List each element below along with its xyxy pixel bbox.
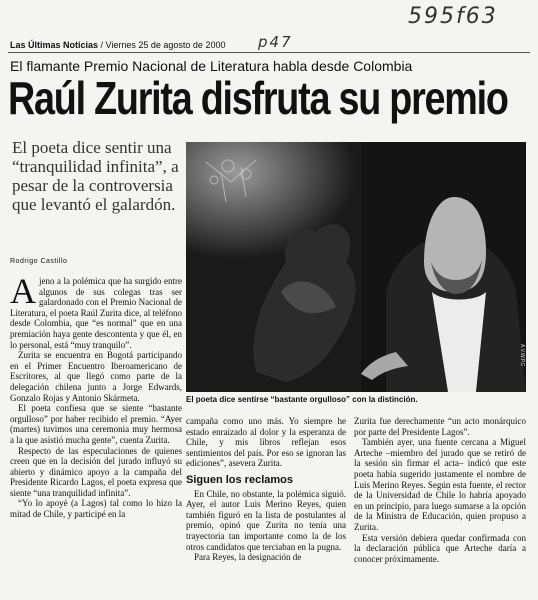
article-column-3 bbox=[354, 416, 526, 598]
paragraph: Respecto de las especulaciones de quienes creen que en la decisión del jurado influyó su abierto y dinámico apoyo a la campaña del Presidente Ricardo Lagos, el poeta expresa que siente “una tranquilidad infinita”. bbox=[10, 445, 182, 498]
paragraph: Para Reyes, la designación de bbox=[194, 552, 302, 563]
handwritten-page-number: p47 bbox=[258, 33, 293, 51]
paragraph: Zurita fue derechamente “un acto monárquico por parte del Presidente Lagos”. bbox=[354, 416, 526, 437]
masthead-rule bbox=[8, 52, 530, 53]
subheadline: El poeta dice sentir una “tranquilidad infinita”, a pesar de la controversia que levantó el galardón. bbox=[12, 138, 179, 214]
paragraph: campaña como uno más. Yo siempre he estado enraizado al dolor y la esperanza de Chile, y mis libros reflejan esos sentimientos del país. Por eso se ignoran las ediciones”, asevera Zurita. bbox=[186, 416, 346, 469]
paragraph-text: jeno a la polémica que ha surgido entre algunos de sus colegas tras ser galardonado con el Premio Nacional de Literatura, el poeta Raúl Zurita dice, al teléfono desde Colombia, que “es normal” que en una premiación haya gente descontenta y que él, en lo personal, está “muy tranquilo”. bbox=[10, 276, 182, 350]
paragraph: Zurita se encuentra en Bogotá participando en el Primer Encuentro Iberoamericano de Escritores, al que llegó como parte de la delegación chilena junto a Jorge Edwards, Gonzalo Rojas y Antonio Skármeta. bbox=[10, 350, 182, 403]
article-column-1 bbox=[10, 276, 182, 598]
portrait-photo bbox=[186, 142, 526, 392]
drop-cap: A bbox=[10, 276, 36, 311]
photo-caption: El poeta dice sentirse “bastante orgulloso” con la distinción. bbox=[186, 395, 418, 404]
paragraph: En Chile, no obstante, la polémica siguió. Ayer, el autor Luis Merino Reyes, quien también figuró en la lista de postulantes al premio, opinó que Zurita no tenía una trayectoria tan importante como la de los otros candidatos que terciaban en la pugna. bbox=[186, 488, 346, 552]
paragraph: Esta versión debiera quedar confirmada con la declaración pública que Arteche daría a conocer próximamente. bbox=[354, 532, 526, 564]
masthead bbox=[10, 40, 225, 50]
paragraph: “Yo lo apoyé (a Lagos) tal como lo hizo la mitad de Chile, y participé en la bbox=[10, 498, 182, 520]
publication-date: / Viernes 25 de agosto de 2000 bbox=[98, 40, 226, 50]
kicker: El flamante Premio Nacional de Literatura habla desde Colombia bbox=[10, 58, 413, 74]
photo-credit: A.V.W.P.C bbox=[519, 344, 525, 367]
section-subheading: Siguen los reclamos bbox=[186, 473, 293, 486]
byline: Rodrigo Castillo bbox=[10, 258, 68, 265]
photo-illustration bbox=[186, 142, 526, 392]
paragraph bbox=[10, 276, 182, 350]
paragraph: También ayer, una fuente cercana a Miguel Arteche –miembro del jurado que se retiró de la sesión sin firmar el acta– indicó que este poeta había sugerido justamente el nombre de Luis Merino Reyes. Según esta fuente, el rector de la Universidad de Chile lo habría apoyado en un principio, para luego sumarse a la opción de la Ministra de Educación, quien propuso a Zurita. bbox=[354, 437, 526, 532]
paragraph: El poeta confiesa que se siente “bastante orgulloso” por haber recibido el premio. “Ayer (martes) tuvimos una ceremonia muy hermosa a la que asistió mucha gente”, cuenta Zurita. bbox=[10, 403, 182, 445]
headline: Raúl Zurita disfruta su premio bbox=[8, 72, 508, 124]
article-column-2 bbox=[186, 416, 346, 598]
newspaper-name: Las Últimas Noticias bbox=[10, 40, 99, 50]
handwritten-archive-code: 595f63 bbox=[408, 4, 498, 29]
